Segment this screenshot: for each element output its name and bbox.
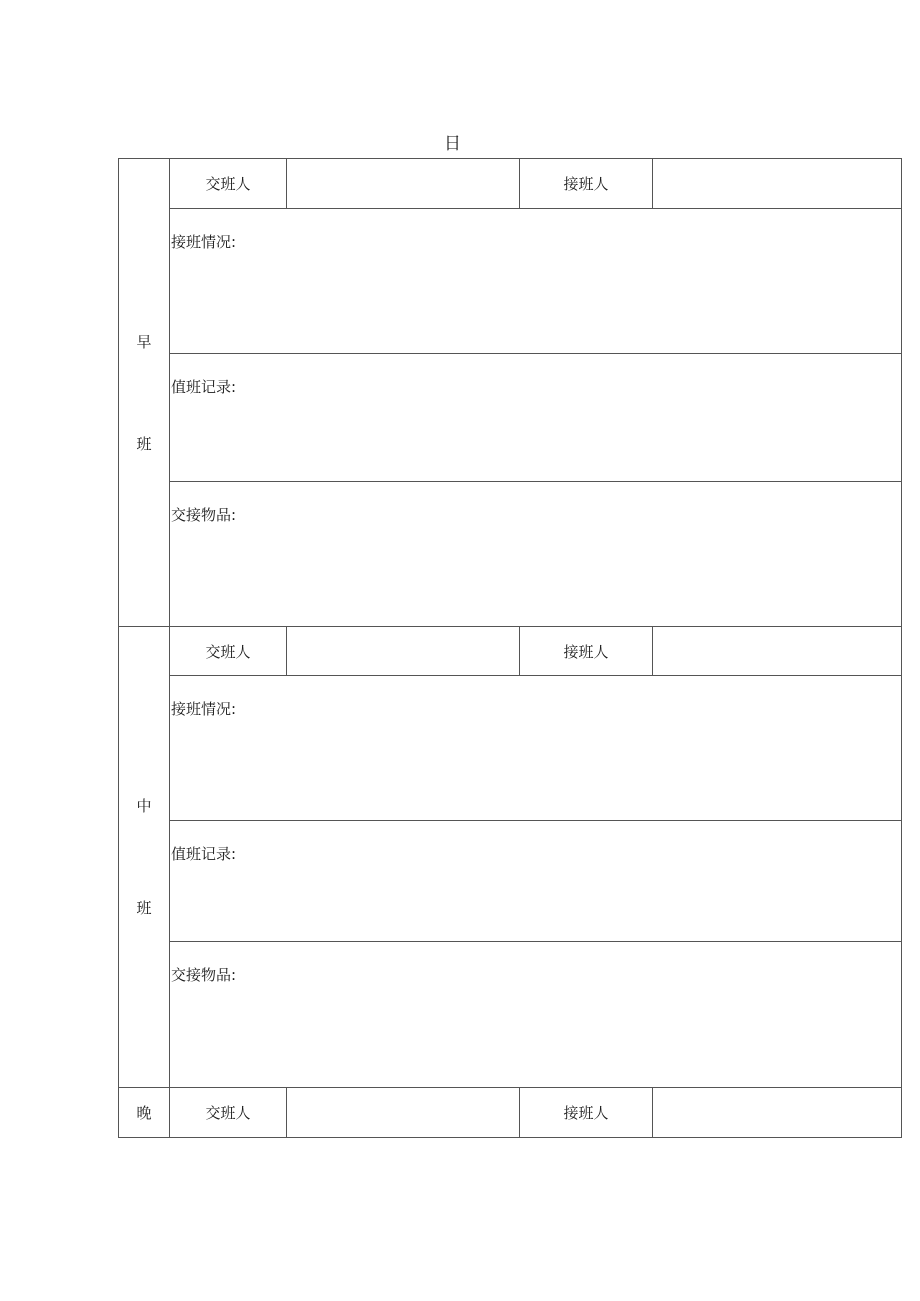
middle-section-row bbox=[119, 676, 902, 821]
morning-receiver-value[interactable] bbox=[653, 159, 902, 209]
evening-receiver-value[interactable] bbox=[653, 1088, 902, 1138]
shift-handover-table bbox=[118, 158, 902, 1138]
middle-handover-value[interactable] bbox=[287, 627, 520, 676]
morning-handover-items[interactable]: 交接物品: bbox=[170, 482, 902, 627]
middle-shift-char-2: 班 bbox=[136, 899, 152, 917]
middle-shift-char-1: 中 bbox=[136, 797, 152, 815]
middle-handover-items[interactable]: 交接物品: bbox=[170, 942, 902, 1088]
evening-names-row bbox=[119, 1088, 902, 1138]
evening-receiver-label: 接班人 bbox=[520, 1088, 653, 1138]
morning-handover-value[interactable] bbox=[287, 159, 520, 209]
evening-handover-value[interactable] bbox=[287, 1088, 520, 1138]
morning-handover-label: 交班人 bbox=[170, 159, 287, 209]
middle-names-row bbox=[119, 627, 902, 676]
date-header: 日 bbox=[444, 134, 461, 154]
middle-duty-record[interactable]: 值班记录: bbox=[170, 821, 902, 942]
middle-receiving-status[interactable]: 接班情况: bbox=[170, 676, 902, 821]
morning-shift-char-1: 早 bbox=[136, 332, 152, 351]
morning-receiving-status[interactable]: 接班情况: bbox=[170, 209, 902, 354]
morning-section-row bbox=[119, 482, 902, 627]
middle-handover-label: 交班人 bbox=[170, 627, 287, 676]
evening-handover-label: 交班人 bbox=[170, 1088, 287, 1138]
morning-shift-char-2: 班 bbox=[136, 434, 152, 453]
middle-shift-label bbox=[119, 627, 170, 1088]
evening-shift-label: 晚 bbox=[119, 1088, 170, 1138]
morning-names-row bbox=[119, 159, 902, 209]
middle-section-row bbox=[119, 821, 902, 942]
morning-receiver-label: 接班人 bbox=[520, 159, 653, 209]
morning-section-row bbox=[119, 209, 902, 354]
morning-section-row bbox=[119, 354, 902, 482]
middle-section-row bbox=[119, 942, 902, 1088]
middle-receiver-label: 接班人 bbox=[520, 627, 653, 676]
morning-shift-label bbox=[119, 159, 170, 627]
morning-duty-record[interactable]: 值班记录: bbox=[170, 354, 902, 482]
middle-receiver-value[interactable] bbox=[653, 627, 902, 676]
